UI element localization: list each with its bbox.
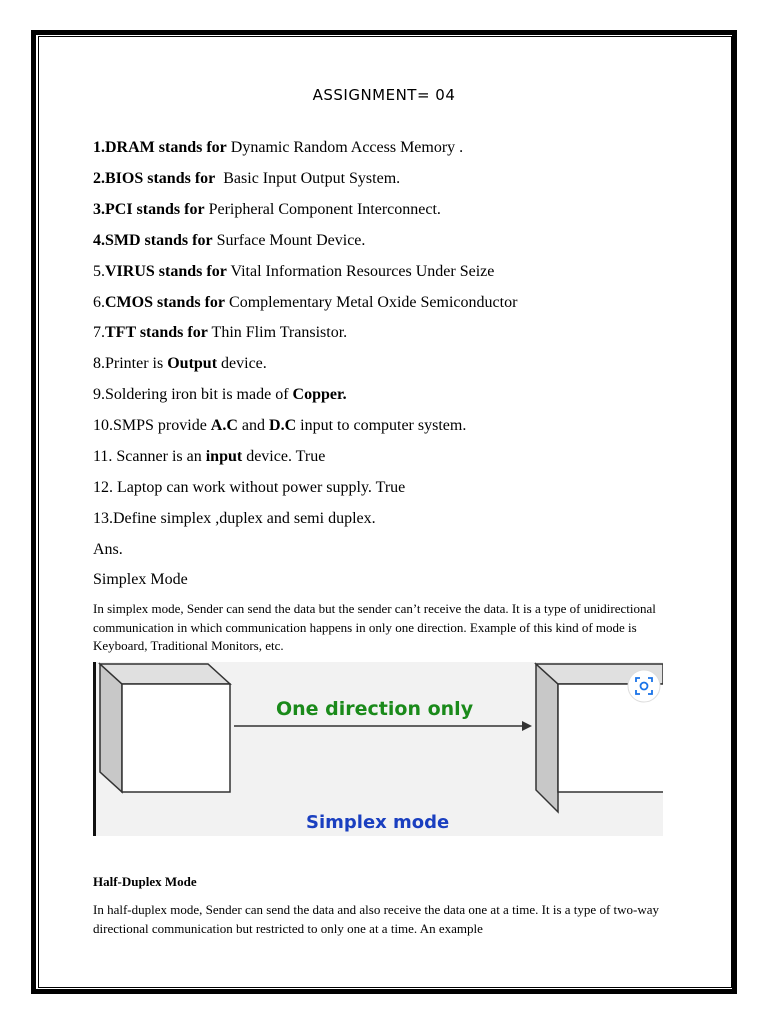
answer-7-label: TFT stands for — [105, 324, 208, 341]
answer-line-9: 9.Soldering iron bit is made of Copper. — [93, 386, 347, 403]
answer-2-label: 2.BIOS stands for — [93, 170, 216, 187]
answer-line-5 — [93, 262, 494, 282]
answer-line-6 — [93, 293, 517, 313]
answer-9-bold: Copper. — [292, 386, 347, 403]
answer-5-label: VIRUS stands for — [105, 263, 227, 280]
simplex-paragraph: In simplex mode, Sender can send the data but the sender can’t receive the data. It is a type of unidirectional communication in which communication happens in only one direction. Example of this kind of mode is Keyboard, Traditional Monitors, etc. — [93, 601, 656, 653]
answer-line-11: 11. Scanner is an input device. True — [93, 448, 326, 465]
answer-8-bold: Output — [167, 355, 218, 372]
answer-line-2 — [93, 169, 400, 189]
assignment-title: ASSIGNMENT= 04 — [312, 86, 456, 104]
question-13: 13.Define simplex ,duplex and semi duplex. — [93, 510, 376, 527]
answer-line-10: 10.SMPS provide A.C and D.C input to computer system. — [93, 417, 467, 434]
answer-6-text: Complementary Metal Oxide Semiconductor — [225, 294, 518, 311]
answer-line-4 — [93, 231, 365, 251]
answer-1-text: Dynamic Random Access Memory . — [226, 139, 464, 156]
answer-line-12: 12. Laptop can work without power supply. True — [93, 479, 406, 496]
answer-line-1 — [93, 138, 463, 158]
answer-6-number: 6. — [93, 294, 105, 311]
direction-arrow — [234, 721, 532, 731]
answer-line-3 — [93, 200, 441, 220]
answer-line-8: 8.Printer is Output device. — [93, 355, 267, 372]
lens-search-icon[interactable] — [628, 670, 660, 702]
answer-7-text: Thin Flim Transistor. — [207, 324, 348, 341]
sender-box — [100, 664, 230, 792]
simplex-heading: Simplex Mode — [93, 571, 188, 588]
answer-line-7 — [93, 323, 347, 343]
answer-7-number: 7. — [93, 324, 105, 341]
answer-5-text: Vital Information Resources Under Seize — [226, 263, 495, 280]
answer-4-label: 4.SMD stands for — [93, 232, 213, 249]
half-duplex-paragraph: In half-duplex mode, Sender can send the data and also receive the data one at a time. It is a type of two-way directional communication but restricted to only one at a time. An example — [93, 902, 660, 936]
answer-3-text: Peripheral Component Interconnect. — [204, 201, 441, 218]
answer-label: Ans. — [93, 541, 123, 558]
figure-caption: Simplex mode — [306, 812, 450, 833]
answer-11-bold: input — [205, 448, 243, 465]
answer-3-label: 3.PCI stands for — [93, 201, 205, 218]
answer-10-bold-ac: A.C — [210, 417, 238, 434]
answer-6-label: CMOS stands for — [105, 294, 226, 311]
half-duplex-heading: Half-Duplex Mode — [93, 874, 197, 889]
answer-1-label: 1.DRAM stands for — [93, 139, 227, 156]
answer-10-bold-dc: D.C — [269, 417, 297, 434]
answer-2-text: Basic Input Output System. — [215, 170, 401, 187]
answer-4-text: Surface Mount Device. — [212, 232, 366, 249]
answer-5-number: 5. — [93, 263, 105, 280]
arrow-label: One direction only — [276, 698, 474, 720]
simplex-diagram — [93, 662, 663, 836]
